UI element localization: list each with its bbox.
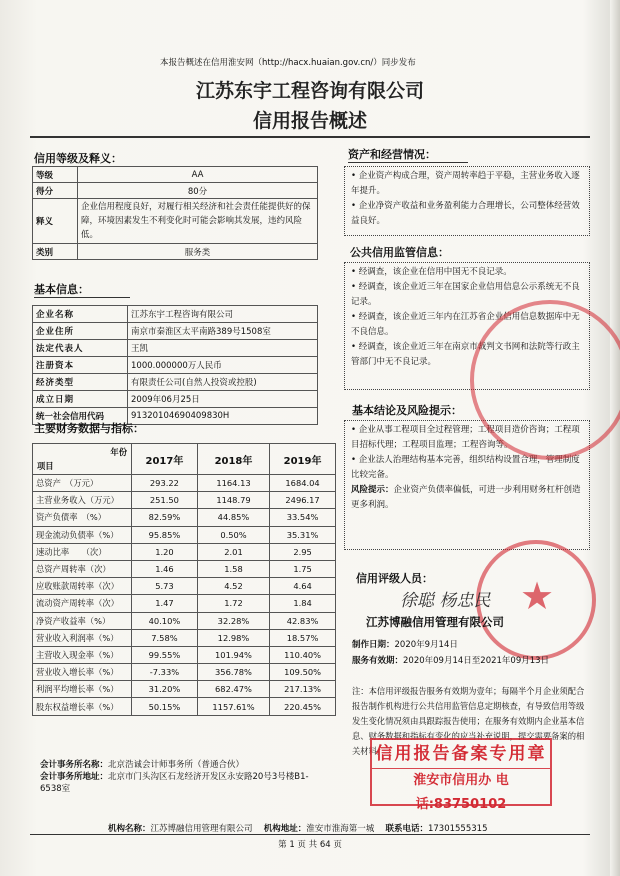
info-value: 1000.000000万人民币 [128, 357, 318, 374]
table-row [33, 664, 336, 681]
metric-label: 总资产周转率（次） [33, 560, 132, 577]
info-value: 2009年06月25日 [128, 391, 318, 408]
assets-box [344, 166, 590, 236]
metric-value: 1.46 [132, 560, 198, 577]
accountant-name-label: 会计事务所名称： [40, 760, 109, 770]
list-item: • 企业资产构成合理，资产周转率趋于平稳，主营业务收入逐年提升。 [351, 171, 580, 196]
basic-info-table [32, 305, 318, 425]
item-header: 项目 [37, 461, 54, 471]
metric-label: 流动资产周转率（次） [33, 595, 132, 612]
metric-label: 主营收入现金率（%） [33, 646, 132, 663]
table-row [33, 340, 318, 357]
validity-period: 服务有效期：2020年09月14日至2021年09月13日 [352, 656, 550, 666]
title-rule [30, 136, 590, 138]
metric-value: 1148.79 [197, 492, 269, 509]
table-row [33, 526, 336, 543]
metric-label: 主营业务收入（万元） [33, 492, 132, 509]
rating-agency: 江苏博融信用管理有限公司 [366, 615, 504, 629]
accountant-name-value: 北京浩诚会计师事务所（普通合伙） [108, 760, 245, 770]
metric-value: 101.94% [197, 646, 269, 663]
metric-value: 12.98% [197, 629, 269, 646]
risk-heading: 基本结论及风险提示： [352, 404, 462, 417]
table-row [33, 391, 318, 408]
diagonal-header-cell [33, 444, 132, 475]
table-row [33, 560, 336, 577]
accountant-address-value: 北京市门头沟区石龙经济开发区永安路20号3号楼B1-6538室 [40, 772, 309, 794]
metric-label: 股东权益增长率（%） [33, 698, 132, 715]
grade-key: 等级 [33, 167, 78, 183]
list-item: • 企业净资产收益和业务盈利能力合理增长，公司整体经营效益良好。 [351, 201, 580, 226]
year-2017: 2017年 [132, 444, 198, 475]
table-row [33, 183, 318, 199]
metric-value: 99.55% [132, 646, 198, 663]
table-row [33, 646, 336, 663]
filing-stamp-contact: 淮安市信用办 电话:83750102 [372, 768, 550, 817]
metric-value: 32.28% [197, 612, 269, 629]
metric-value: 2496.17 [270, 492, 336, 509]
info-key: 经济类型 [33, 374, 128, 391]
heading-underline [348, 162, 468, 163]
info-key: 法定代表人 [33, 340, 128, 357]
metric-value: 82.59% [132, 509, 198, 526]
metric-value: 1.47 [132, 595, 198, 612]
risk-tip: 风险提示：企业资产负债率偏低，可进一步利用财务杠杆创造更多利润。 [351, 485, 581, 510]
filing-stamp-title: 信用报告备案专用章 [375, 744, 547, 764]
metric-value: 217.13% [270, 681, 336, 698]
star-icon: ★ [520, 574, 555, 618]
metric-value: 1.20 [132, 543, 198, 560]
metric-value: 2.01 [197, 543, 269, 560]
list-item: • 经调查，该企业近三年在国家企业信用信息公示系统无不良记录。 [351, 282, 580, 307]
table-row [33, 492, 336, 509]
metric-value: 42.83% [270, 612, 336, 629]
validity-note: 注：本信用评级报告服务有效期为壹年；每隔半个月企业须配合报告制作机构进行公共信用监管信息定期核查，有导致信用等级发生变化情况须由具跟踪报告使用；在服务有效期内企业基本信息、财务数据和指标有变化的应当补充说明，提交需要备案的相关材料。 [352, 686, 585, 756]
table-row [33, 475, 336, 492]
metric-value: 110.40% [270, 646, 336, 663]
metric-value: 293.22 [132, 475, 198, 492]
basic-heading: 基本信息： [34, 283, 89, 296]
company-seal [470, 300, 620, 460]
year-header: 年份 [110, 447, 127, 457]
metric-value: 35.31% [270, 526, 336, 543]
meaning-key: 释义 [33, 199, 78, 244]
info-value: 91320104690409830H [128, 408, 318, 425]
publication-notice: 本报告概述在信用淮安网（http://hacx.huaian.gov.cn/）同步发布 [160, 58, 416, 68]
accountant-address-line [40, 771, 310, 795]
footer-org: 江苏博融信用管理有限公司 [150, 824, 253, 834]
filing-stamp [370, 738, 552, 812]
info-key: 企业名称 [33, 306, 128, 323]
accountant-address-label: 会计事务所地址： [40, 772, 109, 782]
metric-value: 7.58% [132, 629, 198, 646]
metric-value: 251.50 [132, 492, 198, 509]
footer-rule [30, 834, 590, 835]
metric-label: 速动比率 （次） [33, 543, 132, 560]
info-key: 成立日期 [33, 391, 128, 408]
footer-phone: 17301555315 [427, 824, 488, 834]
metric-value: 33.54% [270, 509, 336, 526]
metric-value: -7.33% [132, 664, 198, 681]
accountant-name-line [40, 759, 340, 771]
table-row [33, 509, 336, 526]
score-key: 得分 [33, 183, 78, 199]
table-row [33, 578, 336, 595]
list-item: • 经调查，该企业近三年内在江苏省企业信用信息数据库中无不良信息。 [351, 312, 580, 337]
list-item: • 企业法人治理结构基本完善，组织结构设置合理，管理制度比较完备。 [351, 455, 580, 480]
metric-value: 50.15% [132, 698, 198, 715]
metric-value: 1.72 [197, 595, 269, 612]
metric-value: 31.20% [132, 681, 198, 698]
metric-label: 现金流动负债率（%） [33, 526, 132, 543]
rater-signature: 徐聪 杨忠民 [400, 591, 491, 611]
metric-value: 1.84 [270, 595, 336, 612]
metric-value: 1684.04 [270, 475, 336, 492]
metric-label: 营业收入增长率（%） [33, 664, 132, 681]
metric-value: 1157.61% [197, 698, 269, 715]
metric-value: 40.10% [132, 612, 198, 629]
grade-table [32, 166, 318, 260]
metric-value: 220.45% [270, 698, 336, 715]
page-number: 第 1 页 共 64 页 [278, 840, 342, 850]
assets-heading: 资产和经营情况： [348, 148, 436, 161]
footer-info: 机构名称：江苏博融信用管理有限公司 机构地址：淮安市淮海第一城 联系电话：17301555315 [108, 824, 488, 834]
info-key: 统一社会信用代码 [33, 408, 128, 425]
metric-value: 2.95 [270, 543, 336, 560]
metric-value: 1.75 [270, 560, 336, 577]
metric-label: 应收账款周转率（次） [33, 578, 132, 595]
metric-value: 4.64 [270, 578, 336, 595]
metric-label: 利润平均增长率（%） [33, 681, 132, 698]
metric-value: 5.73 [132, 578, 198, 595]
supervision-heading: 公共信用监管信息： [350, 246, 449, 259]
year-2018: 2018年 [197, 444, 269, 475]
metric-value: 0.50% [197, 526, 269, 543]
rater-label: 信用评级人员： [356, 572, 433, 585]
table-row [33, 199, 318, 244]
info-key: 注册资本 [33, 357, 128, 374]
table-row [33, 698, 336, 715]
metric-label: 营业收入利润率（%） [33, 629, 132, 646]
table-row [33, 543, 336, 560]
info-value: 王凯 [128, 340, 318, 357]
table-row [33, 306, 318, 323]
table-row [33, 681, 336, 698]
metric-value: 682.47% [197, 681, 269, 698]
list-item: • 经调查，该企业在信用中国无不良记录。 [351, 267, 512, 277]
info-value: 有限责任公司(自然人投资或控股) [128, 374, 318, 391]
table-row [33, 244, 318, 260]
financial-table [32, 443, 336, 716]
list-item: • 企业从事工程项目全过程管理；工程项目造价咨询；工程项目招标代理；工程项目监理；工程咨询等。 [351, 425, 580, 450]
year-2019: 2019年 [270, 444, 336, 475]
table-header-row [33, 444, 336, 475]
score-value: 80分 [78, 183, 318, 199]
table-row [33, 595, 336, 612]
metric-value: 18.57% [270, 629, 336, 646]
grade-heading: 信用等级及释义： [34, 152, 122, 165]
meaning-value: 企业信用程度良好，对履行相关经济和社会责任能提供好的保障，环境因素发生不利变化时可能会影响其发展，违约风险低。 [78, 199, 318, 244]
agency-seal [476, 540, 596, 660]
financial-body [33, 475, 336, 716]
metric-value: 356.78% [197, 664, 269, 681]
category-value: 服务类 [78, 244, 318, 260]
table-row [33, 374, 318, 391]
report-title: 信用报告概述 [252, 110, 367, 132]
heading-underline [34, 297, 130, 298]
table-row [33, 612, 336, 629]
grade-value: AA [78, 167, 318, 183]
metric-value: 4.52 [197, 578, 269, 595]
metric-value: 1164.13 [197, 475, 269, 492]
metric-label: 净资产收益率（%） [33, 612, 132, 629]
metric-value: 1.58 [197, 560, 269, 577]
company-title: 江苏东宇工程咨询有限公司 [195, 80, 424, 102]
metric-value: 109.50% [270, 664, 336, 681]
table-row [33, 357, 318, 374]
footer-address: 淮安市淮海第一城 [306, 824, 375, 834]
metric-value: 95.85% [132, 526, 198, 543]
info-value: 南京市秦淮区太平南路389号1508室 [128, 323, 318, 340]
list-item: • 经调查，该企业近三年在南京市裁判文书网和法院等行政主管部门中无不良记录。 [351, 342, 580, 367]
category-key: 类别 [33, 244, 78, 260]
info-key: 企业住所 [33, 323, 128, 340]
table-row [33, 323, 318, 340]
table-row [33, 629, 336, 646]
metric-label: 总资产 （万元） [33, 475, 132, 492]
table-row [33, 167, 318, 183]
info-value: 江苏东宇工程咨询有限公司 [128, 306, 318, 323]
financial-heading: 主要财务数据与指标： [34, 422, 144, 435]
metric-value: 44.85% [197, 509, 269, 526]
metric-label: 资产负债率 （%） [33, 509, 132, 526]
production-date: 制作日期：2020年9月14日 [352, 640, 458, 650]
